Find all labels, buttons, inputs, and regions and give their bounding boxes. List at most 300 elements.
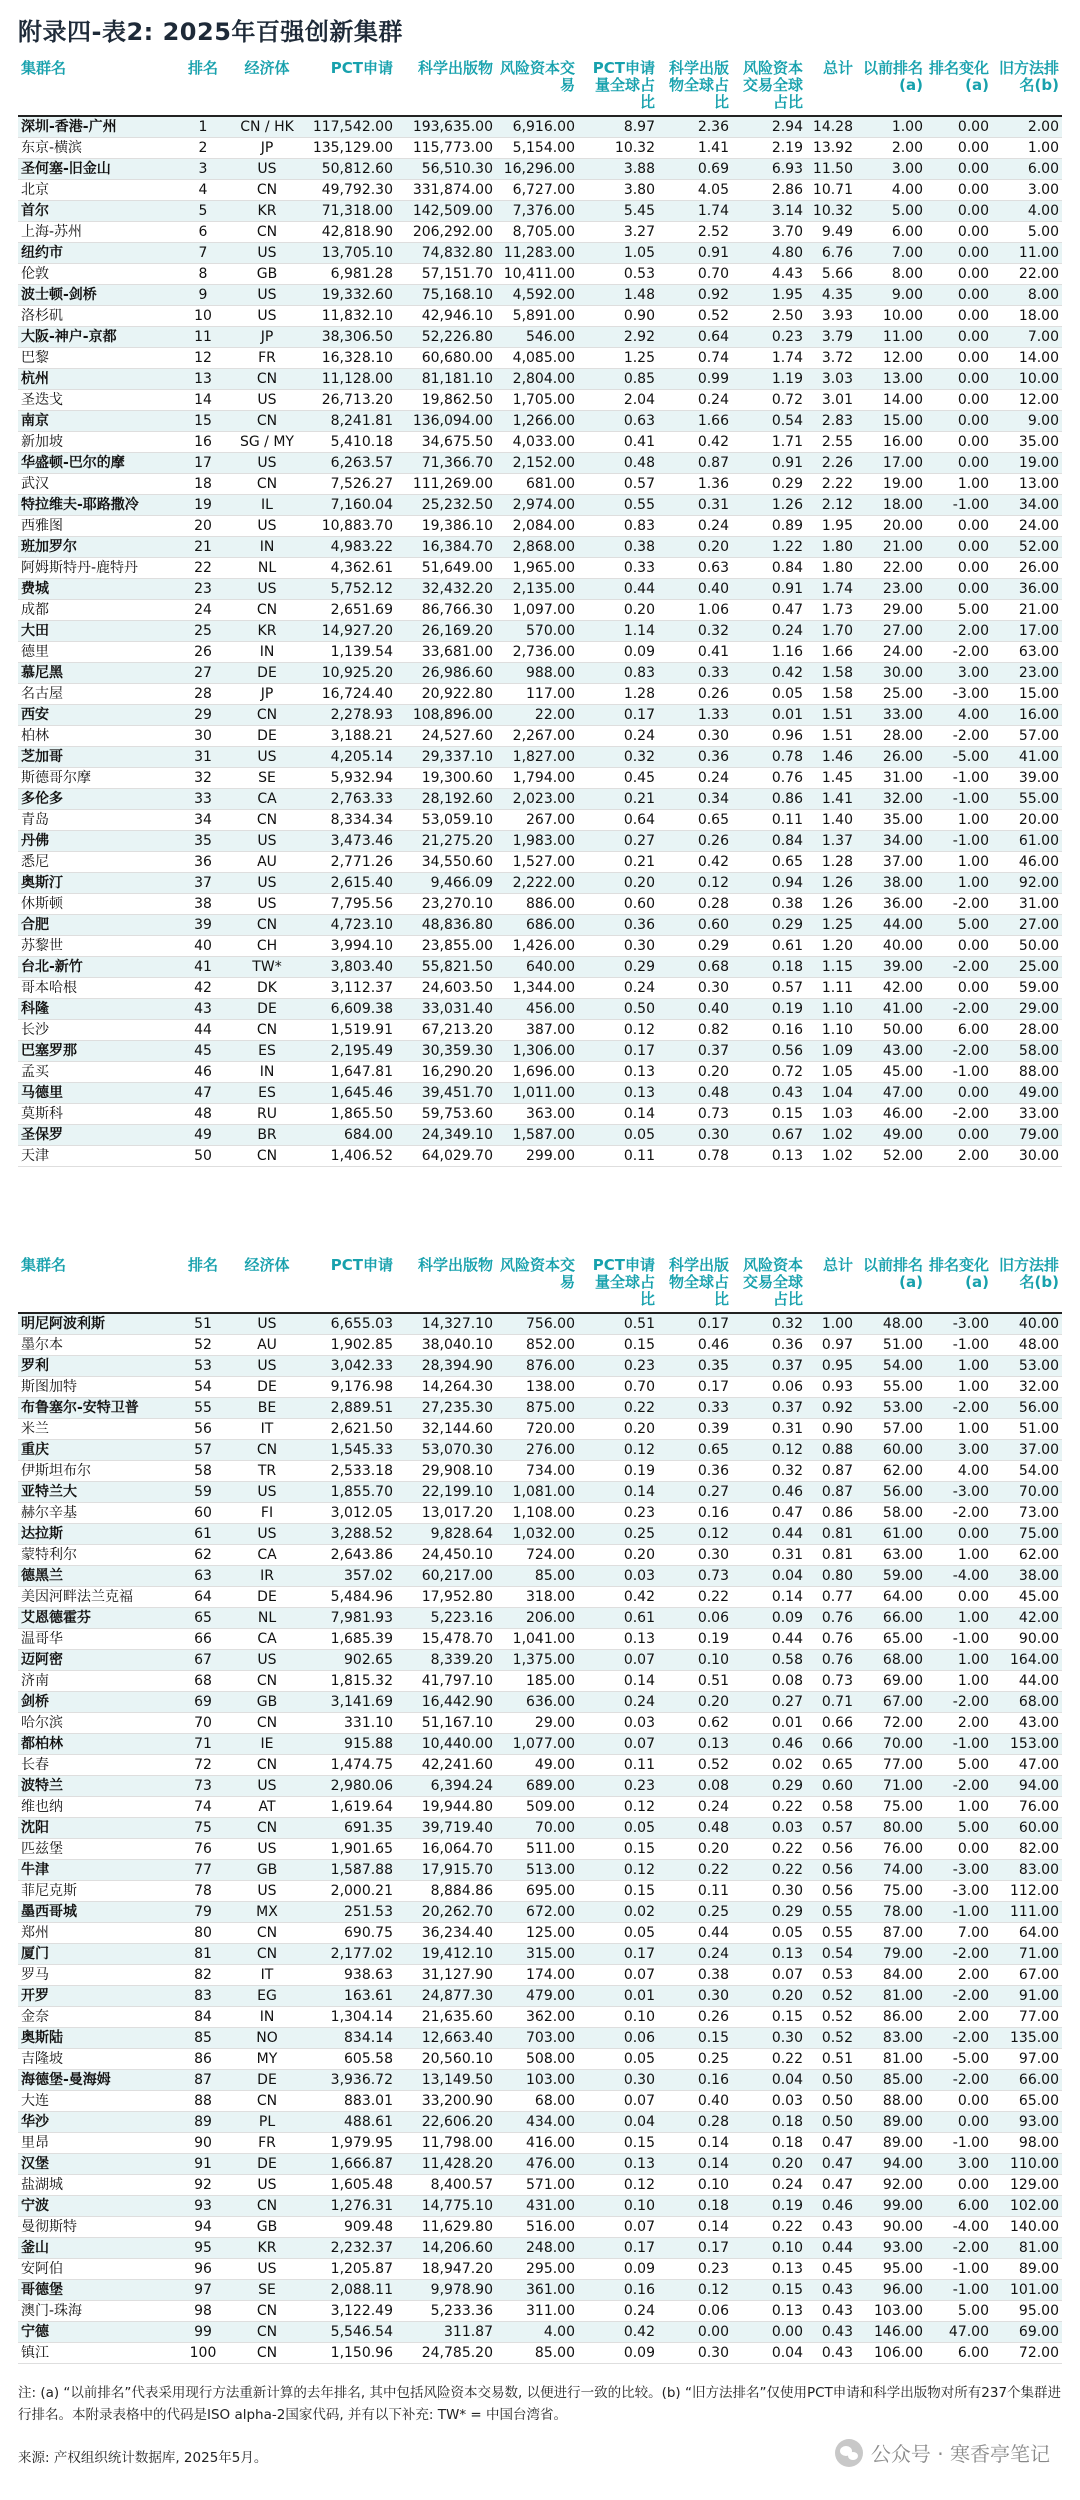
cell-pct: 1,406.52 xyxy=(306,1146,396,1167)
cell-pct: 49,792.30 xyxy=(306,180,396,201)
cell-rank: 86 xyxy=(178,2049,228,2070)
cell-economy: NO xyxy=(228,2028,306,2049)
cell-prev-rank: 88.00 xyxy=(856,2091,926,2112)
cell-pct-share: 0.14 xyxy=(578,1104,658,1125)
table-row xyxy=(18,894,1062,915)
cell-pubs: 28,394.90 xyxy=(396,1356,496,1377)
cell-pubs-share: 0.74 xyxy=(658,348,732,369)
cell-vc: 267.00 xyxy=(496,810,578,831)
cell-pct: 4,362.61 xyxy=(306,558,396,579)
cell-pubs-share: 0.62 xyxy=(658,1713,732,1734)
cell-old-method: 64.00 xyxy=(992,1923,1062,1944)
cell-vc: 363.00 xyxy=(496,1104,578,1125)
table-row xyxy=(18,201,1062,222)
cell-vc: 6,916.00 xyxy=(496,116,578,138)
cell-name: 科隆 xyxy=(18,999,178,1020)
cell-economy: CH xyxy=(228,936,306,957)
cell-rank: 43 xyxy=(178,999,228,1020)
cell-pubs: 13,017.20 xyxy=(396,1503,496,1524)
cell-name: 慕尼黑 xyxy=(18,663,178,684)
cell-name: 达拉斯 xyxy=(18,1524,178,1545)
cell-pct: 1,815.32 xyxy=(306,1671,396,1692)
cell-total: 2.83 xyxy=(806,411,856,432)
col-header-economy: 经济体 xyxy=(228,1255,306,1313)
cell-pubs: 32,144.60 xyxy=(396,1419,496,1440)
cell-pubs-share: 0.92 xyxy=(658,285,732,306)
cell-vc: 1,041.00 xyxy=(496,1629,578,1650)
cell-old-method: 14.00 xyxy=(992,348,1062,369)
cell-vc: 516.00 xyxy=(496,2217,578,2238)
table-row xyxy=(18,705,1062,726)
cell-rank-change: -4.00 xyxy=(926,1566,992,1587)
cell-economy: CN xyxy=(228,2301,306,2322)
cell-vc-share: 0.89 xyxy=(732,516,806,537)
cell-vc: 511.00 xyxy=(496,1839,578,1860)
cell-economy: CN xyxy=(228,180,306,201)
cell-rank-change: 5.00 xyxy=(926,915,992,936)
watermark-text: 公众号 · 寒香亭笔记 xyxy=(870,2442,1050,2466)
cell-old-method: 129.00 xyxy=(992,2175,1062,2196)
cell-rank: 72 xyxy=(178,1755,228,1776)
col-header-old-method: 旧方法排名(b) xyxy=(992,1255,1062,1313)
cell-pubs: 19,944.80 xyxy=(396,1797,496,1818)
table-row xyxy=(18,537,1062,558)
cell-rank-change: -2.00 xyxy=(926,2238,992,2259)
cell-vc: 117.00 xyxy=(496,684,578,705)
cell-total: 1.40 xyxy=(806,810,856,831)
cell-prev-rank: 95.00 xyxy=(856,2259,926,2280)
cell-vc-share: 1.74 xyxy=(732,348,806,369)
cell-prev-rank: 15.00 xyxy=(856,411,926,432)
cell-total: 1.73 xyxy=(806,600,856,621)
cell-pct-share: 0.33 xyxy=(578,558,658,579)
cell-economy: SE xyxy=(228,2280,306,2301)
cell-pct: 691.35 xyxy=(306,1818,396,1839)
cell-pubs: 24,349.10 xyxy=(396,1125,496,1146)
cell-rank: 39 xyxy=(178,915,228,936)
cell-old-method: 81.00 xyxy=(992,2238,1062,2259)
cell-vc: 16,296.00 xyxy=(496,159,578,180)
cell-name: 班加罗尔 xyxy=(18,537,178,558)
cell-old-method: 82.00 xyxy=(992,1839,1062,1860)
cell-prev-rank: 18.00 xyxy=(856,495,926,516)
cell-pct-share: 0.15 xyxy=(578,2133,658,2154)
cell-total: 0.58 xyxy=(806,1797,856,1818)
cell-rank: 60 xyxy=(178,1503,228,1524)
table-row xyxy=(18,327,1062,348)
cell-rank: 1 xyxy=(178,116,228,138)
cell-prev-rank: 92.00 xyxy=(856,2175,926,2196)
cell-total: 2.26 xyxy=(806,453,856,474)
cell-rank: 62 xyxy=(178,1545,228,1566)
cell-vc: 689.00 xyxy=(496,1776,578,1797)
cell-pubs: 23,270.10 xyxy=(396,894,496,915)
cell-rank-change: 1.00 xyxy=(926,474,992,495)
cell-prev-rank: 25.00 xyxy=(856,684,926,705)
cell-rank: 74 xyxy=(178,1797,228,1818)
cell-pct-share: 0.61 xyxy=(578,1608,658,1629)
cell-pct-share: 0.09 xyxy=(578,642,658,663)
cell-rank: 59 xyxy=(178,1482,228,1503)
cell-pubs-share: 0.39 xyxy=(658,1419,732,1440)
cell-vc: 4,033.00 xyxy=(496,432,578,453)
cell-vc-share: 0.15 xyxy=(732,1104,806,1125)
cell-old-method: 19.00 xyxy=(992,453,1062,474)
cell-vc: 185.00 xyxy=(496,1671,578,1692)
cell-prev-rank: 72.00 xyxy=(856,1713,926,1734)
cell-rank: 30 xyxy=(178,726,228,747)
cell-pct-share: 0.15 xyxy=(578,1839,658,1860)
cell-rank: 15 xyxy=(178,411,228,432)
table-row xyxy=(18,600,1062,621)
cell-name: 费城 xyxy=(18,579,178,600)
cell-pct-share: 0.24 xyxy=(578,726,658,747)
cell-name: 长春 xyxy=(18,1755,178,1776)
cell-name: 丹佛 xyxy=(18,831,178,852)
cell-total: 0.52 xyxy=(806,2028,856,2049)
cell-vc-share: 0.58 xyxy=(732,1650,806,1671)
cell-total: 3.03 xyxy=(806,369,856,390)
cell-prev-rank: 75.00 xyxy=(856,1797,926,1818)
table-row xyxy=(18,2280,1062,2301)
cell-pct: 915.88 xyxy=(306,1734,396,1755)
table-row xyxy=(18,1839,1062,1860)
cell-rank-change: -3.00 xyxy=(926,1482,992,1503)
cell-old-method: 60.00 xyxy=(992,1818,1062,1839)
cell-economy: US xyxy=(228,1356,306,1377)
cell-rank-change: -1.00 xyxy=(926,1734,992,1755)
table-row xyxy=(18,2322,1062,2343)
cell-name: 名古屋 xyxy=(18,684,178,705)
cell-prev-rank: 49.00 xyxy=(856,1125,926,1146)
cell-name: 美因河畔法兰克福 xyxy=(18,1587,178,1608)
cell-vc: 5,154.00 xyxy=(496,138,578,159)
cell-vc-share: 0.06 xyxy=(732,1377,806,1398)
cell-pct-share: 0.15 xyxy=(578,1881,658,1902)
table-row xyxy=(18,1146,1062,1167)
cell-prev-rank: 58.00 xyxy=(856,1503,926,1524)
cell-vc: 10,411.00 xyxy=(496,264,578,285)
cell-pubs: 18,947.20 xyxy=(396,2259,496,2280)
cell-pct-share: 5.45 xyxy=(578,201,658,222)
cell-total: 1.66 xyxy=(806,642,856,663)
cell-economy: US xyxy=(228,579,306,600)
cell-pct-share: 0.45 xyxy=(578,768,658,789)
cell-vc-share: 0.29 xyxy=(732,474,806,495)
cell-pubs: 41,797.10 xyxy=(396,1671,496,1692)
cell-pubs-share: 0.15 xyxy=(658,2028,732,2049)
cell-vc: 361.00 xyxy=(496,2280,578,2301)
cell-rank-change: 0.00 xyxy=(926,327,992,348)
cell-pubs: 14,327.10 xyxy=(396,1313,496,1335)
cell-name: 西安 xyxy=(18,705,178,726)
cell-pubs: 14,264.30 xyxy=(396,1377,496,1398)
table-row xyxy=(18,2049,1062,2070)
cell-prev-rank: 50.00 xyxy=(856,1020,926,1041)
cell-old-method: 62.00 xyxy=(992,1545,1062,1566)
cell-rank-change: 0.00 xyxy=(926,2112,992,2133)
cell-pct: 1,902.85 xyxy=(306,1335,396,1356)
cell-economy: TW* xyxy=(228,957,306,978)
cell-vc: 508.00 xyxy=(496,2049,578,2070)
cell-pubs-share: 0.27 xyxy=(658,1482,732,1503)
cell-rank: 40 xyxy=(178,936,228,957)
cell-rank-change: 0.00 xyxy=(926,1587,992,1608)
table-row xyxy=(18,768,1062,789)
cell-pubs-share: 0.51 xyxy=(658,1671,732,1692)
cell-rank: 76 xyxy=(178,1839,228,1860)
col-header-pubs: 科学出版物 xyxy=(396,1255,496,1313)
cell-pct: 10,925.20 xyxy=(306,663,396,684)
cell-pubs: 71,366.70 xyxy=(396,453,496,474)
cell-pct: 19,332.60 xyxy=(306,285,396,306)
cell-economy: IE xyxy=(228,1734,306,1755)
cell-name: 悉尼 xyxy=(18,852,178,873)
cell-total: 1.41 xyxy=(806,789,856,810)
cell-name: 大阪-神户-京都 xyxy=(18,327,178,348)
cell-old-method: 90.00 xyxy=(992,1629,1062,1650)
cell-rank-change: -1.00 xyxy=(926,1902,992,1923)
cell-pubs-share: 0.22 xyxy=(658,1587,732,1608)
cell-total: 0.77 xyxy=(806,1587,856,1608)
cell-pubs: 19,300.60 xyxy=(396,768,496,789)
cell-pct-share: 0.03 xyxy=(578,1566,658,1587)
cell-pubs: 75,168.10 xyxy=(396,285,496,306)
cell-pct: 1,605.48 xyxy=(306,2175,396,2196)
page-title: 附录四-表2: 2025年百强创新集群 xyxy=(18,18,403,46)
cell-name: 剑桥 xyxy=(18,1692,178,1713)
cell-rank: 97 xyxy=(178,2280,228,2301)
cell-economy: CN / HK xyxy=(228,116,306,138)
cell-economy: IT xyxy=(228,1419,306,1440)
cell-prev-rank: 4.00 xyxy=(856,180,926,201)
cell-rank-change: -1.00 xyxy=(926,1335,992,1356)
cell-pct-share: 0.23 xyxy=(578,1356,658,1377)
cell-rank-change: 3.00 xyxy=(926,2154,992,2175)
cell-total: 1.20 xyxy=(806,936,856,957)
col-header-vc: 风险资本交易 xyxy=(496,58,578,116)
cell-vc-share: 0.05 xyxy=(732,684,806,705)
cell-rank-change: -2.00 xyxy=(926,2070,992,2091)
cell-total: 0.66 xyxy=(806,1713,856,1734)
cell-pubs-share: 0.00 xyxy=(658,2322,732,2343)
cell-prev-rank: 41.00 xyxy=(856,999,926,1020)
cell-old-method: 9.00 xyxy=(992,411,1062,432)
cell-total: 0.56 xyxy=(806,1839,856,1860)
cell-pct: 11,128.00 xyxy=(306,369,396,390)
cell-pct: 1,666.87 xyxy=(306,2154,396,2175)
cell-pct-share: 0.07 xyxy=(578,1965,658,1986)
cell-vc: 1,011.00 xyxy=(496,1083,578,1104)
cell-total: 0.43 xyxy=(806,2301,856,2322)
cell-pct: 11,832.10 xyxy=(306,306,396,327)
cell-total: 0.50 xyxy=(806,2070,856,2091)
cell-economy: CN xyxy=(228,1755,306,1776)
cell-pubs-share: 0.10 xyxy=(658,2175,732,2196)
cell-old-method: 75.00 xyxy=(992,1524,1062,1545)
cell-vc-share: 0.32 xyxy=(732,1461,806,1482)
cell-old-method: 41.00 xyxy=(992,747,1062,768)
cell-pct-share: 0.42 xyxy=(578,1587,658,1608)
cell-vc-share: 0.46 xyxy=(732,1734,806,1755)
cell-rank-change: -2.00 xyxy=(926,2028,992,2049)
cell-name: 奥斯汀 xyxy=(18,873,178,894)
cell-total: 9.49 xyxy=(806,222,856,243)
cell-name: 罗利 xyxy=(18,1356,178,1377)
cell-pubs-share: 0.40 xyxy=(658,579,732,600)
cell-pct: 4,723.10 xyxy=(306,915,396,936)
cell-economy: US xyxy=(228,453,306,474)
cell-pubs: 36,234.40 xyxy=(396,1923,496,1944)
cell-vc: 1,306.00 xyxy=(496,1041,578,1062)
cell-rank-change: 0.00 xyxy=(926,453,992,474)
cell-prev-rank: 69.00 xyxy=(856,1671,926,1692)
table-row xyxy=(18,2343,1062,2364)
cell-vc-share: 0.67 xyxy=(732,1125,806,1146)
cell-pubs-share: 0.87 xyxy=(658,453,732,474)
table-row xyxy=(18,2175,1062,2196)
cell-economy: CN xyxy=(228,1671,306,1692)
cell-pubs: 48,836.80 xyxy=(396,915,496,936)
cell-prev-rank: 36.00 xyxy=(856,894,926,915)
table-row xyxy=(18,1020,1062,1041)
cell-old-method: 55.00 xyxy=(992,789,1062,810)
cell-prev-rank: 61.00 xyxy=(856,1524,926,1545)
cell-old-method: 38.00 xyxy=(992,1566,1062,1587)
cell-pubs: 53,059.10 xyxy=(396,810,496,831)
cell-vc-share: 0.00 xyxy=(732,2322,806,2343)
table-row xyxy=(18,831,1062,852)
cell-pct: 3,188.21 xyxy=(306,726,396,747)
cell-pct-share: 0.60 xyxy=(578,894,658,915)
cell-pct: 9,176.98 xyxy=(306,1377,396,1398)
cell-total: 1.28 xyxy=(806,852,856,873)
cell-pct-share: 0.15 xyxy=(578,1335,658,1356)
cell-pct: 3,112.37 xyxy=(306,978,396,999)
cell-rank-change: 6.00 xyxy=(926,1020,992,1041)
cell-name: 重庆 xyxy=(18,1440,178,1461)
col-header-total: 总计 xyxy=(806,1255,856,1313)
cell-pubs: 20,922.80 xyxy=(396,684,496,705)
cell-pubs-share: 1.41 xyxy=(658,138,732,159)
table-row xyxy=(18,411,1062,432)
cell-pct-share: 0.24 xyxy=(578,2301,658,2322)
cell-pct-share: 0.14 xyxy=(578,1482,658,1503)
cell-vc: 1,344.00 xyxy=(496,978,578,999)
cell-rank-change: 0.00 xyxy=(926,411,992,432)
cell-pubs-share: 0.18 xyxy=(658,2196,732,2217)
cell-rank: 45 xyxy=(178,1041,228,1062)
cell-rank: 67 xyxy=(178,1650,228,1671)
cell-economy: CN xyxy=(228,1818,306,1839)
cell-pct: 1,855.70 xyxy=(306,1482,396,1503)
cell-vc: 387.00 xyxy=(496,1020,578,1041)
cell-old-method: 51.00 xyxy=(992,1419,1062,1440)
cell-pct-share: 0.41 xyxy=(578,432,658,453)
cell-old-method: 47.00 xyxy=(992,1755,1062,1776)
cell-name: 莫斯科 xyxy=(18,1104,178,1125)
table-row xyxy=(18,1524,1062,1545)
cell-economy: US xyxy=(228,1776,306,1797)
cell-economy: AU xyxy=(228,1335,306,1356)
cell-prev-rank: 28.00 xyxy=(856,726,926,747)
cell-rank: 53 xyxy=(178,1356,228,1377)
cell-prev-rank: 37.00 xyxy=(856,852,926,873)
cell-pubs: 30,359.30 xyxy=(396,1041,496,1062)
cell-pct-share: 0.10 xyxy=(578,2196,658,2217)
cell-economy: ES xyxy=(228,1083,306,1104)
cell-pubs: 14,206.60 xyxy=(396,2238,496,2259)
cell-vc: 686.00 xyxy=(496,915,578,936)
cell-total: 10.71 xyxy=(806,180,856,201)
col-header-pct: PCT申请 xyxy=(306,1255,396,1313)
cell-rank-change: 0.00 xyxy=(926,2091,992,2112)
cell-rank: 36 xyxy=(178,852,228,873)
cell-total: 0.53 xyxy=(806,1965,856,1986)
cell-name: 镇江 xyxy=(18,2343,178,2364)
cell-vc: 886.00 xyxy=(496,894,578,915)
cell-vc-share: 0.84 xyxy=(732,558,806,579)
cell-old-method: 23.00 xyxy=(992,663,1062,684)
cell-rank-change: 5.00 xyxy=(926,600,992,621)
col-header-name: 集群名 xyxy=(18,58,178,116)
cell-rank-change: 0.00 xyxy=(926,201,992,222)
cell-economy: JP xyxy=(228,327,306,348)
cell-rank: 65 xyxy=(178,1608,228,1629)
cell-total: 11.50 xyxy=(806,159,856,180)
cell-vc-share: 0.19 xyxy=(732,999,806,1020)
cell-vc-share: 0.30 xyxy=(732,2028,806,2049)
cell-prev-rank: 39.00 xyxy=(856,957,926,978)
cell-pct: 3,936.72 xyxy=(306,2070,396,2091)
cell-pct: 10,883.70 xyxy=(306,516,396,537)
cell-rank: 77 xyxy=(178,1860,228,1881)
cell-rank: 78 xyxy=(178,1881,228,1902)
cell-prev-rank: 60.00 xyxy=(856,1440,926,1461)
cell-economy: FI xyxy=(228,1503,306,1524)
cell-pct-share: 0.12 xyxy=(578,1020,658,1041)
cell-pct: 7,526.27 xyxy=(306,474,396,495)
cell-pct: 8,334.34 xyxy=(306,810,396,831)
cell-pct: 251.53 xyxy=(306,1902,396,1923)
cell-total: 0.56 xyxy=(806,1881,856,1902)
cell-rank-change: 0.00 xyxy=(926,138,992,159)
cell-total: 3.01 xyxy=(806,390,856,411)
cell-pct-share: 0.23 xyxy=(578,1503,658,1524)
cell-rank: 2 xyxy=(178,138,228,159)
cell-vc-share: 0.24 xyxy=(732,621,806,642)
cell-name: 济南 xyxy=(18,1671,178,1692)
cell-vc-share: 0.13 xyxy=(732,1146,806,1167)
cell-pct: 2,771.26 xyxy=(306,852,396,873)
cell-economy: DE xyxy=(228,2070,306,2091)
cell-vc-share: 0.12 xyxy=(732,1440,806,1461)
table-row xyxy=(18,243,1062,264)
cell-vc-share: 0.44 xyxy=(732,1629,806,1650)
cell-rank-change: 5.00 xyxy=(926,2301,992,2322)
cell-pubs: 19,386.10 xyxy=(396,516,496,537)
cell-prev-rank: 71.00 xyxy=(856,1776,926,1797)
cell-economy: CN xyxy=(228,915,306,936)
cell-total: 0.43 xyxy=(806,2343,856,2364)
cell-old-method: 70.00 xyxy=(992,1482,1062,1503)
cell-vc: 1,527.00 xyxy=(496,852,578,873)
cell-economy: CN xyxy=(228,369,306,390)
col-header-prev-rank: 以前排名(a) xyxy=(856,58,926,116)
cell-pubs-share: 0.73 xyxy=(658,1566,732,1587)
cell-pubs-share: 0.28 xyxy=(658,894,732,915)
cell-pubs: 29,908.10 xyxy=(396,1461,496,1482)
